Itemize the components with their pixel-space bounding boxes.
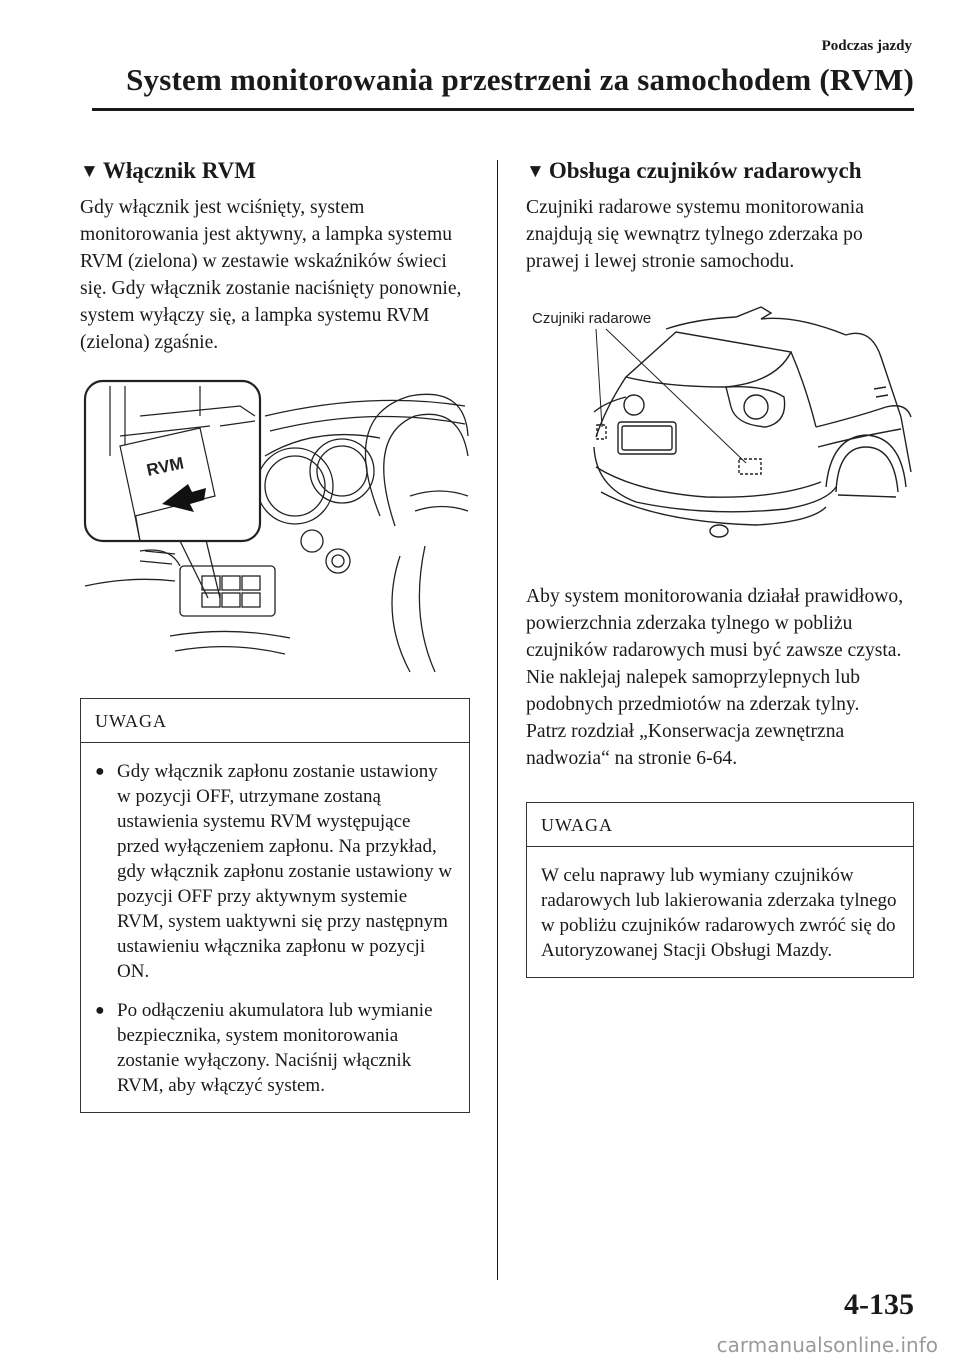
right-column — [526, 158, 916, 978]
column-divider — [497, 160, 498, 1280]
note-body: W celu naprawy lub wymiany czujników radarowych lub lakierowania zderzaka tylnego w pobliżu czujników radarowych zwróć się do Autoryzowanej Stacji Obsługi Mazdy. — [541, 865, 897, 961]
note-title: UWAGA — [81, 699, 469, 743]
page-number: 4-135 — [844, 1288, 914, 1321]
heading-text: Włącznik RVM — [102, 158, 256, 183]
note-bullet-text: Po odłączeniu akumulatora lub wymianie bezpiecznika, system monitorowania zostanie wyłączony. Naciśnij włącznik RVM, aby włączyć system. — [117, 1000, 433, 1096]
bullet-dot-icon: ● — [95, 1002, 105, 1019]
section-heading — [526, 158, 916, 184]
rvm-switch-figure — [80, 376, 470, 676]
sensor-care-paragraph: Aby system monitorowania działał prawidłowo, powierzchnia zderzaka tylnego w pobliżu czujników radarowych musi być zawsze czysta. Nie naklejaj nalepek samoprzylepnych lub podobnych przedmiotów na zderzak tylny. — [526, 586, 904, 715]
note-bullet-text: Gdy włącznik zapłonu zostanie ustawiony w pozycji OFF, utrzymane zostaną ustawienia systemu RVM występujące przed wyłączeniem zapłonu. Na przykład, gdy włącznik zapłonu zostanie ustawiony w pozycji OFF przy aktywnym systemie RVM, system uaktywni się przy następnym ustawieniu włącznika zapłonu w pozycji ON. — [117, 761, 453, 982]
note-title: UWAGA — [527, 803, 913, 847]
note-bullet — [95, 759, 455, 984]
note-bullet — [95, 998, 455, 1098]
sensor-location-paragraph: Czujniki radarowe systemu monitorowania znajdują się wewnątrz tylnego zderzaka po prawej i lewej stronie samochodu. — [526, 197, 864, 272]
section-label: Podczas jazdy — [821, 38, 912, 54]
rvm-switch-label: RVM — [144, 453, 186, 480]
watermark: carmanualsonline.info — [716, 1333, 938, 1357]
car-rear-illustration — [526, 297, 916, 557]
radar-sensor-figure — [526, 297, 916, 557]
heading-text: Obsługa czujników radarowych — [548, 158, 862, 183]
note-body — [81, 743, 469, 1112]
triangle-bullet-icon: ▼ — [80, 161, 99, 182]
chapter-title: System monitorowania przestrzeni za samochodem (RVM) — [126, 62, 914, 97]
header-rule — [92, 108, 914, 111]
sensor-callout-label: Czujniki radarowe — [532, 310, 652, 327]
note-box-right — [526, 802, 914, 978]
bullet-dot-icon: ● — [95, 763, 105, 780]
rvm-switch-paragraph: Gdy włącznik jest wciśnięty, system monitorowania jest aktywny, a lampka systemu RVM (zielona) w zestawie wskaźników świeci się. Gdy włącznik zostanie naciśnięty ponownie, system wyłączy się, a lampka systemu RVM (zielona) zgaśnie. — [80, 197, 462, 353]
left-column — [80, 158, 472, 1113]
section-heading — [80, 158, 472, 184]
triangle-bullet-icon: ▼ — [526, 161, 545, 182]
dashboard-illustration — [80, 376, 470, 676]
note-box-left — [80, 698, 470, 1113]
reference-paragraph: Patrz rozdział „Konserwacja zewnętrzna nadwozia“ na stronie 6-64. — [526, 721, 845, 769]
